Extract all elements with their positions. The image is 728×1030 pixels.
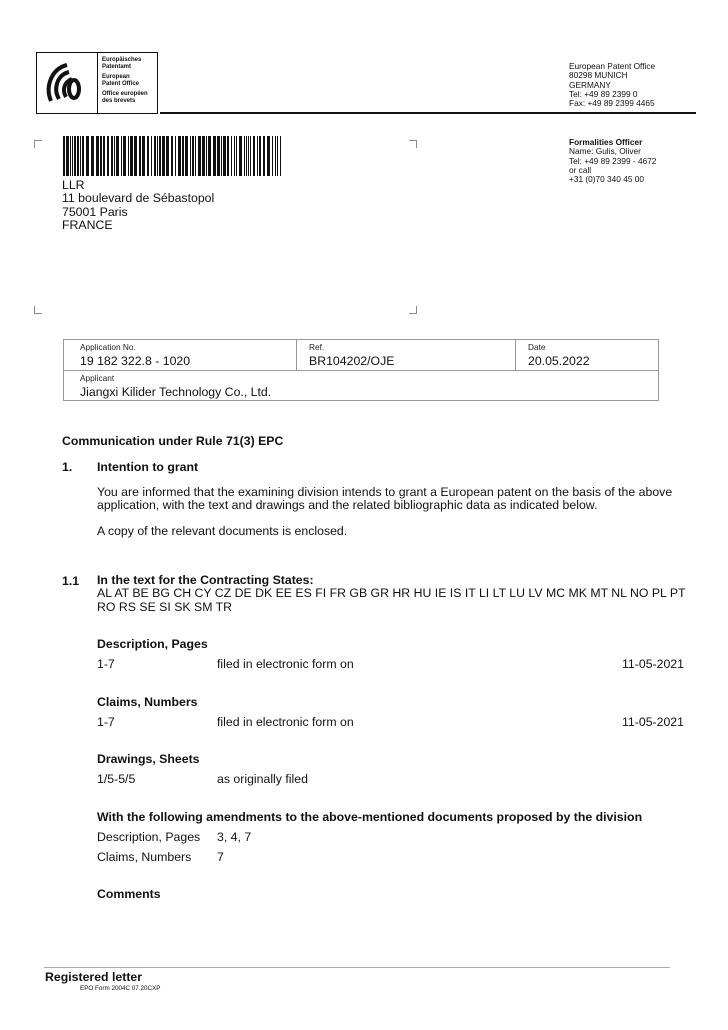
- applicant-cell: Applicant Jiangxi Kilider Technology Co., Ltd.: [80, 373, 272, 399]
- barcode-bar: [259, 136, 261, 176]
- epo-emblem-icon: [41, 57, 93, 109]
- barcode-bar: [162, 136, 165, 176]
- barcode-bar: [63, 136, 65, 176]
- window-corner-mark: [34, 140, 42, 148]
- contracting-states: In the text for the Contracting States: AL AT BE BG CH CY CZ DE DK EE ES FI FR GB GR HR HU IE IS IT LI LT LU LV MC MK MT NL NO PL PT RO RS SE SI SK SM TR: [97, 573, 686, 614]
- barcode-bar: [223, 136, 226, 176]
- barcode-bar: [217, 136, 220, 176]
- form-number: EPO Form 2004C 07.20CXP: [80, 985, 161, 992]
- barcode-bar: [100, 136, 102, 176]
- barcode-bar: [192, 136, 194, 176]
- barcode-bar: [208, 136, 211, 176]
- barcode-bar: [157, 136, 158, 176]
- barcode-bar: [139, 136, 141, 176]
- barcode-bar: [154, 136, 156, 176]
- amend-description-label: Description, Pages: [97, 830, 201, 844]
- drawings-filing: as originally filed: [217, 772, 308, 786]
- description-range: 1-7: [97, 657, 115, 671]
- office-address: European Patent Office 80298 MUNICH GERMANY Tel: +49 89 2399 0 Fax: +49 89 2399 4465: [569, 61, 656, 109]
- barcode-bar: [248, 136, 249, 176]
- claims-heading: Claims, Numbers: [97, 695, 198, 709]
- barcode-bar: [250, 136, 251, 176]
- barcode-bar: [195, 136, 196, 176]
- barcode-bar: [272, 136, 273, 176]
- amend-claims-value: 7: [217, 850, 224, 864]
- formalities-officer: Formalities Officer Name: Gulis, Oliver Tel: +49 89 2399 - 4672 or call +31 (0)70 340 45 00: [569, 137, 657, 185]
- window-corner-mark: [409, 140, 417, 148]
- description-date: 11-05-2021: [622, 657, 684, 671]
- barcode-bar: [175, 136, 176, 176]
- barcode-bar: [72, 136, 73, 176]
- barcode-bar: [263, 136, 265, 176]
- section-number: 1.: [62, 460, 73, 474]
- barcode-bar: [151, 136, 152, 176]
- barcode-bar: [96, 136, 99, 176]
- logo-line: Patentamt: [102, 64, 132, 70]
- barcode-bar: [114, 136, 115, 176]
- barcode-bar: [107, 136, 109, 176]
- logo-text: [102, 57, 148, 108]
- application-info-table: [63, 339, 659, 401]
- officer-title: Formalities Officer: [569, 137, 643, 147]
- barcode-bar: [277, 136, 278, 176]
- comments-heading: Comments: [97, 887, 161, 901]
- barcode-bar: [166, 136, 169, 176]
- barcode-bar: [130, 136, 133, 176]
- barcode-bar: [206, 136, 207, 176]
- barcode-bar: [66, 136, 69, 176]
- logo-line: Office européen: [102, 91, 148, 97]
- barcode-bar: [123, 136, 126, 176]
- amendments-heading: With the following amendments to the above-mentioned documents proposed by the division: [97, 810, 643, 824]
- barcode-bar: [82, 136, 84, 176]
- barcode-bar: [178, 136, 181, 176]
- intention-paragraph: You are informed that the examining division intends to grant a European patent on the basis of the above application, with the text and drawings and the related bibliographic data as indicated below.: [97, 485, 673, 513]
- logo-line: Europäisches: [102, 57, 142, 63]
- barcode-bar: [182, 136, 184, 176]
- reference-cell: Ref. BR104202/OJE: [309, 342, 395, 368]
- section-number: 1.1: [62, 574, 80, 588]
- logo-line: European: [102, 74, 130, 80]
- claims-range: 1-7: [97, 715, 115, 729]
- section-title: Intention to grant: [97, 460, 199, 474]
- barcode-bar: [267, 136, 270, 176]
- description-filing: filed in electronic form on: [217, 657, 354, 671]
- footer-rule: [44, 967, 670, 968]
- copy-enclosed-text: A copy of the relevant documents is enclosed.: [97, 524, 348, 538]
- drawings-range: 1/5-5/5: [97, 772, 136, 786]
- drawings-heading: Drawings, Sheets: [97, 752, 200, 766]
- date-cell: Date 20.05.2022: [528, 342, 590, 368]
- barcode-bar: [231, 136, 232, 176]
- header-rule: [160, 112, 696, 114]
- barcode-bar: [103, 136, 105, 176]
- barcode-bar: [70, 136, 71, 176]
- barcode-bar: [77, 136, 79, 176]
- barcode-bar: [147, 136, 149, 176]
- barcode-bar: [128, 136, 129, 176]
- barcode-bar: [202, 136, 205, 176]
- barcode-bar: [121, 136, 122, 176]
- amend-description-value: 3, 4, 7: [217, 830, 252, 844]
- barcode-bar: [134, 136, 137, 176]
- description-heading: Description, Pages: [97, 637, 208, 651]
- barcode-bar: [80, 136, 81, 176]
- barcode-bar: [86, 136, 89, 176]
- barcode-bar: [159, 136, 161, 176]
- registered-letter: Registered letter: [45, 970, 143, 984]
- epo-logo: [36, 52, 158, 114]
- application-number-cell: Application No. 19 182 322.8 - 1020: [80, 342, 191, 368]
- barcode-bar: [227, 136, 229, 176]
- barcode-bar: [257, 136, 258, 176]
- barcode-bar: [142, 136, 145, 176]
- barcode-bar: [171, 136, 173, 176]
- barcode: [63, 136, 283, 176]
- barcode-bar: [236, 136, 237, 176]
- barcode-bar: [74, 136, 76, 176]
- window-corner-mark: [34, 306, 42, 314]
- claims-date: 11-05-2021: [622, 715, 684, 729]
- barcode-bar: [280, 136, 281, 176]
- window-corner-mark: [409, 306, 417, 314]
- barcode-bar: [190, 136, 191, 176]
- barcode-bar: [239, 136, 242, 176]
- addressee-address: LLR 11 boulevard de Sébastopol 75001 Paris FRANCE: [62, 178, 215, 232]
- logo-line: des brevets: [102, 98, 136, 104]
- logo-line: Patent Office: [102, 81, 140, 87]
- barcode-bar: [198, 136, 201, 176]
- barcode-bar: [111, 136, 113, 176]
- claims-filing: filed in electronic form on: [217, 715, 354, 729]
- amend-claims-label: Claims, Numbers: [97, 850, 192, 864]
- barcode-bar: [275, 136, 276, 176]
- barcode-bar: [221, 136, 222, 176]
- barcode-bar: [244, 136, 245, 176]
- barcode-bar: [213, 136, 216, 176]
- communication-title: Communication under Rule 71(3) EPC: [62, 434, 284, 448]
- barcode-bar: [116, 136, 119, 176]
- barcode-bar: [185, 136, 188, 176]
- barcode-bar: [91, 136, 94, 176]
- barcode-bar: [253, 136, 255, 176]
- barcode-bar: [234, 136, 235, 176]
- barcode-bar: [246, 136, 247, 176]
